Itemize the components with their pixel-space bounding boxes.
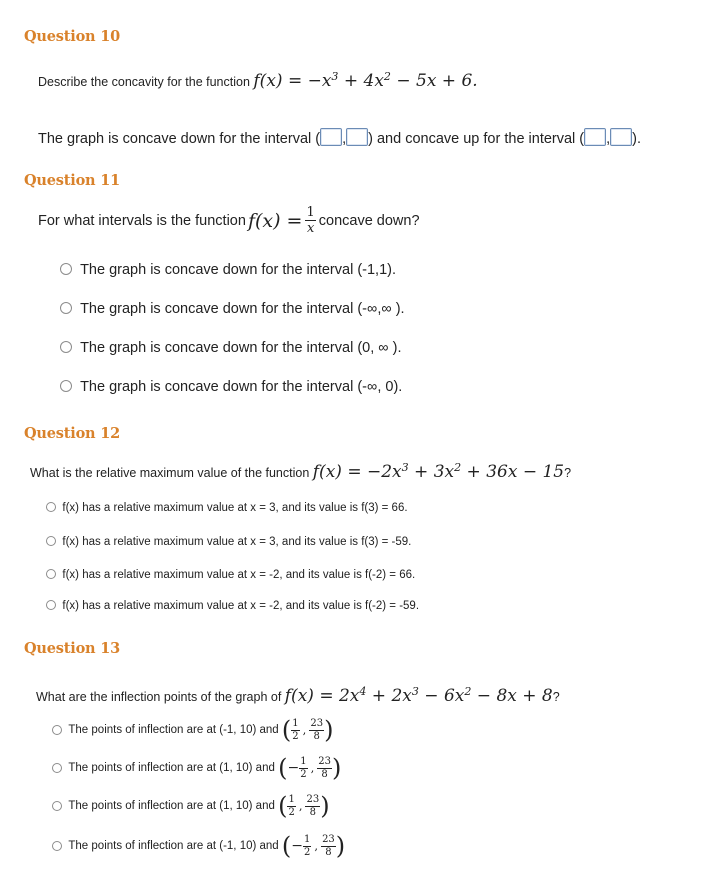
fraction-y: $\frac{23}{8}$ — [322, 833, 335, 858]
fraction-x: $\frac{1}{2}$ — [304, 833, 311, 858]
q13-option-1[interactable] — [52, 718, 333, 742]
function-fraction: $\frac{1}{x}$ — [306, 205, 315, 236]
radio-button[interactable] — [60, 341, 72, 353]
q12-option-2[interactable] — [46, 536, 411, 548]
q11-option-4[interactable] — [60, 379, 402, 395]
question-mark: ? — [564, 466, 572, 480]
radio-button[interactable] — [52, 763, 62, 773]
function-expression: $f(x) = -2x^3 + 3x^2 + 36x - 15$ — [312, 460, 565, 482]
option-label: The points of inflection are at (-1, 10) and — [68, 724, 279, 736]
open-paren: ( — [278, 792, 288, 820]
radio-button[interactable] — [52, 841, 62, 851]
answer-text-2: ) and concave up for the interval ( — [368, 131, 585, 147]
close-paren: ) — [324, 716, 334, 744]
separator: , — [342, 131, 347, 147]
comma: , — [302, 723, 307, 737]
concave-down-start-input[interactable] — [320, 128, 342, 146]
concave-up-end-input[interactable] — [610, 128, 632, 146]
radio-button[interactable] — [60, 380, 72, 392]
sign: − — [287, 760, 300, 776]
radio-button[interactable] — [46, 536, 56, 546]
option-label: The points of inflection are at (-1, 10) and — [68, 840, 279, 852]
option-label: The points of inflection are at (1, 10) and — [68, 762, 275, 774]
function-expression: $f(x) = -x^3 + 4x^2 - 5x + 6$. — [253, 69, 478, 91]
separator: , — [606, 131, 611, 147]
prompt-text: What is the relative maximum value of the function — [30, 466, 313, 480]
option-label: The graph is concave down for the interval (0, ∞ ). — [80, 340, 402, 356]
function-lhs: f(x) = — [247, 209, 303, 232]
option-label: f(x) has a relative maximum value at x = -2, and its value is f(-2) = 66. — [62, 569, 416, 581]
close-paren: ) — [335, 832, 346, 860]
open-paren: ( — [278, 754, 288, 782]
prompt-text: What are the inflection points of the graph of — [36, 690, 285, 704]
question-10-prompt — [38, 71, 478, 91]
prompt-end: concave down? — [318, 212, 420, 229]
q13-option-2[interactable] — [52, 756, 341, 780]
question-12-title: Question 12 — [24, 425, 121, 442]
close-paren: ) — [320, 792, 330, 820]
radio-button[interactable] — [46, 600, 56, 610]
radio-button[interactable] — [46, 502, 56, 512]
comma: , — [314, 839, 319, 853]
q12-option-1[interactable] — [46, 502, 408, 514]
fraction-x: $\frac{1}{2}$ — [300, 755, 307, 780]
fraction-x: $\frac{1}{2}$ — [288, 793, 295, 818]
concave-up-start-input[interactable] — [584, 128, 606, 146]
q13-option-3[interactable] — [52, 794, 330, 818]
option-label: The graph is concave down for the interval (-∞,∞ ). — [80, 301, 405, 317]
question-mark: ? — [552, 690, 560, 704]
sign: − — [291, 838, 304, 854]
q12-option-4[interactable] — [46, 600, 419, 612]
radio-button[interactable] — [60, 263, 72, 275]
answer-end: ). — [632, 131, 642, 147]
open-paren: ( — [281, 832, 292, 860]
question-10-answer-line — [38, 128, 641, 147]
question-11-title: Question 11 — [24, 172, 121, 189]
prompt-text: Describe the concavity for the function — [38, 75, 254, 89]
concave-down-end-input[interactable] — [346, 128, 368, 146]
option-label: f(x) has a relative maximum value at x = -2, and its value is f(-2) = -59. — [62, 600, 420, 612]
question-11-prompt — [38, 206, 420, 235]
option-label: The graph is concave down for the interval (-∞, 0). — [80, 379, 403, 395]
question-10-title: Question 10 — [24, 28, 121, 45]
question-12-prompt — [30, 462, 571, 482]
close-paren: ) — [331, 754, 342, 782]
radio-button[interactable] — [46, 569, 56, 579]
function-expression: $f(x) = 2x^4 + 2x^3 - 6x^2 - 8x + 8$ — [284, 684, 553, 706]
radio-button[interactable] — [52, 725, 62, 735]
answer-text-1: The graph is concave down for the interval ( — [38, 131, 321, 147]
prompt-text: For what intervals is the function — [38, 212, 246, 229]
radio-button[interactable] — [52, 801, 62, 811]
fraction-y: $\frac{23}{8}$ — [306, 793, 320, 818]
comma: , — [298, 799, 303, 813]
question-13-title: Question 13 — [24, 640, 121, 657]
fraction-y: $\frac{23}{8}$ — [310, 717, 324, 742]
radio-button[interactable] — [60, 302, 72, 314]
fraction-y: $\frac{23}{8}$ — [318, 755, 331, 780]
q11-option-1[interactable] — [60, 262, 396, 278]
q13-option-4[interactable] — [52, 834, 345, 858]
option-label: The graph is concave down for the interval (-1,1). — [80, 262, 396, 278]
option-label: f(x) has a relative maximum value at x = 3, and its value is f(3) = -59. — [62, 536, 412, 548]
question-13-prompt — [36, 686, 560, 706]
comma: , — [310, 761, 315, 775]
option-label: f(x) has a relative maximum value at x = 3, and its value is f(3) = 66. — [62, 502, 408, 514]
open-paren: ( — [281, 716, 292, 744]
option-label: The points of inflection are at (1, 10) and — [68, 800, 275, 812]
q11-option-2[interactable] — [60, 301, 405, 317]
q12-option-3[interactable] — [46, 569, 415, 581]
fraction-x: $\frac{1}{2}$ — [292, 717, 299, 742]
q11-option-3[interactable] — [60, 340, 402, 356]
